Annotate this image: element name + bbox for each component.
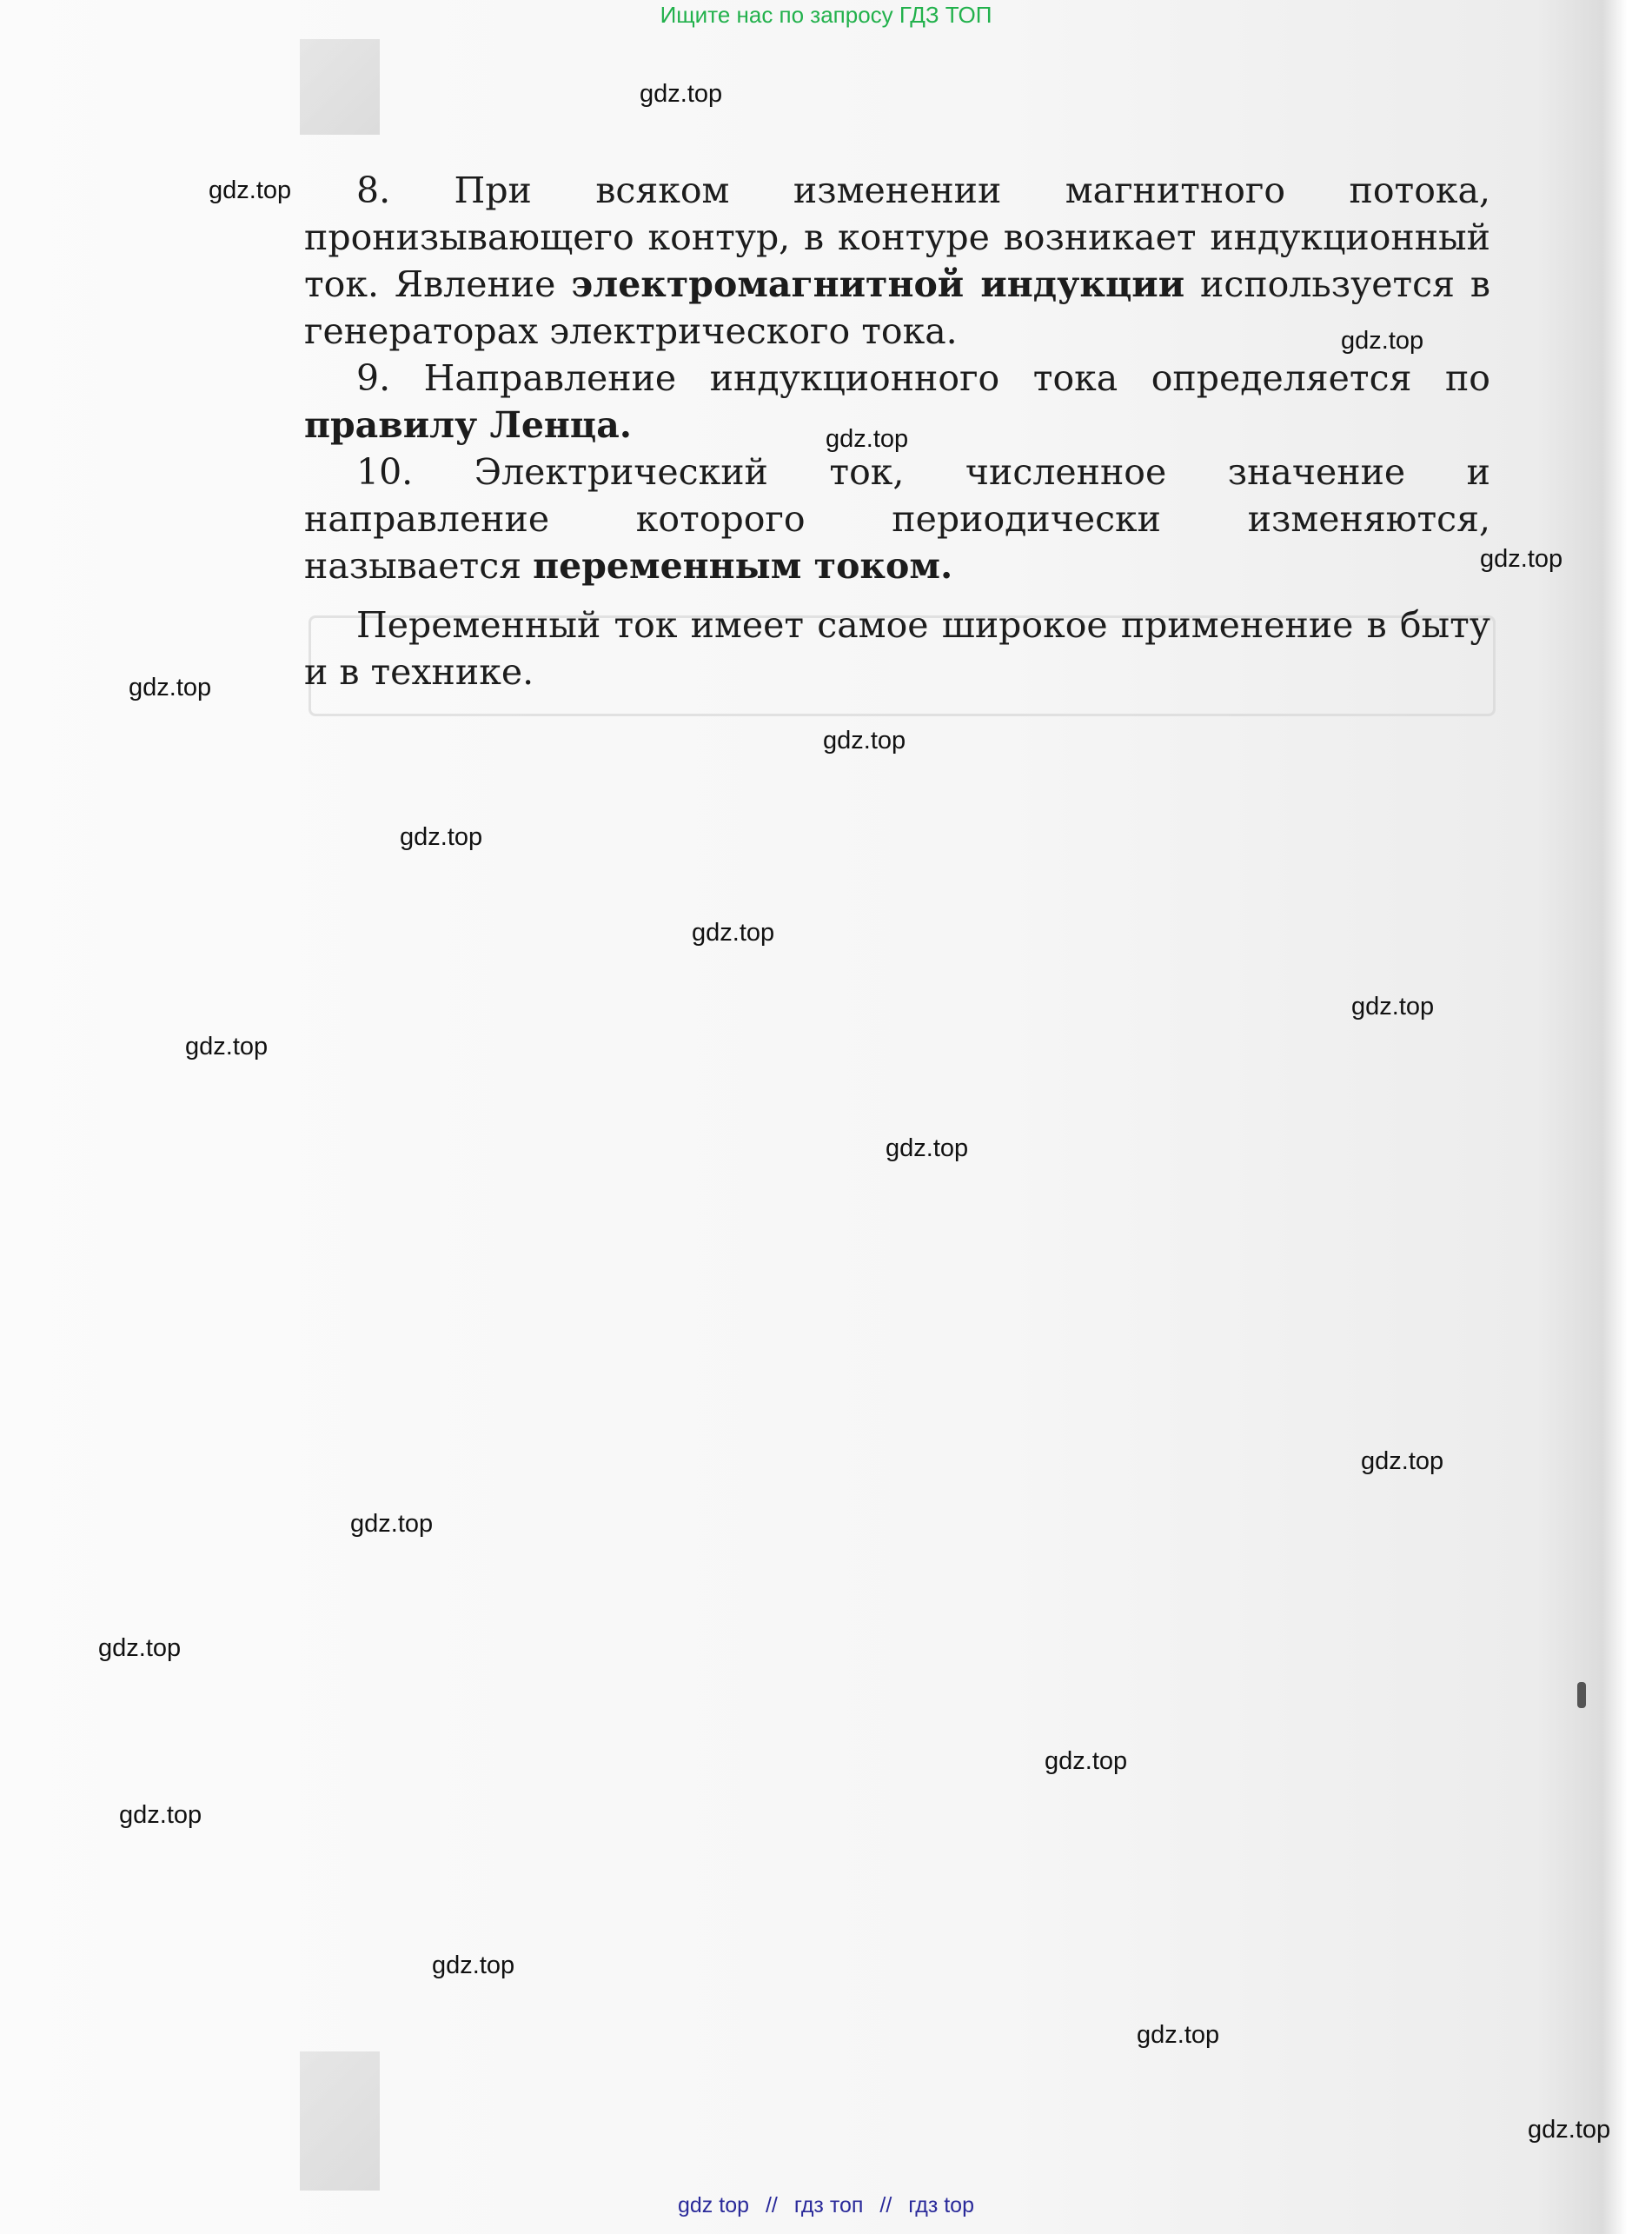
watermark: gdz.top [1480, 545, 1563, 573]
watermark: gdz.top [350, 1510, 434, 1538]
watermark: gdz.top [209, 176, 292, 204]
footer-link-gdz-top-mixed[interactable]: гдз top [908, 2193, 974, 2217]
page-edge-mark [1577, 1682, 1586, 1708]
watermark: gdz.top [826, 425, 909, 453]
paragraph-8-term: электромагнитной индукции [571, 263, 1185, 305]
paragraph-10-term: переменным током. [533, 545, 953, 587]
paragraph-10 [304, 449, 1490, 589]
footer-link-gdz-top[interactable]: gdz top [678, 2193, 750, 2217]
watermark: gdz.top [1351, 993, 1435, 1021]
watermark: gdz.top [1045, 1747, 1128, 1775]
paragraph-10-text: 10. Электрический ток, численное значение и направление которого периодически изменяются, называется [304, 451, 1490, 587]
watermark: gdz.top [1341, 327, 1424, 355]
top-banner[interactable]: Ищите нас по запросу ГДЗ ТОП [660, 2, 992, 28]
paragraph-8 [304, 167, 1490, 355]
page-corner-tab-bottom [300, 2051, 380, 2191]
watermark: gdz.top [185, 1033, 269, 1060]
watermark: gdz.top [640, 80, 723, 108]
watermark: gdz.top [432, 1951, 515, 1979]
watermark: gdz.top [129, 674, 212, 701]
watermark: gdz.top [1137, 2021, 1220, 2049]
paragraph-9-term: правилу Ленца. [304, 404, 633, 446]
watermark: gdz.top [98, 1634, 182, 1662]
footer-link-gdz-top-ru[interactable]: гдз топ [793, 2193, 864, 2217]
footer-separator: // [765, 2193, 778, 2217]
paragraph-8-text-a: 8. При всяком изменении магнитного потока, пронизывающего контур, в контуре возникает индукционный ток. Явление [304, 170, 1490, 305]
paragraph-9-text: 9. Направление индукционного тока определяется по [356, 357, 1490, 399]
footer-separator: // [879, 2193, 892, 2217]
page-corner-tab-top [300, 39, 380, 135]
watermark: gdz.top [692, 919, 775, 947]
watermark: gdz.top [1528, 2116, 1611, 2144]
watermark: gdz.top [823, 727, 906, 755]
watermark: gdz.top [400, 823, 483, 851]
footer-links [0, 2193, 1652, 2218]
watermark: gdz.top [886, 1134, 969, 1162]
watermark: gdz.top [1361, 1447, 1444, 1475]
watermark: gdz.top [119, 1801, 202, 1829]
paragraph-8-text-b: используется в генераторах электрического тока. [304, 263, 1490, 352]
paragraph-conclusion: Переменный ток имеет самое широкое применение в быту и в технике. [304, 604, 1490, 693]
